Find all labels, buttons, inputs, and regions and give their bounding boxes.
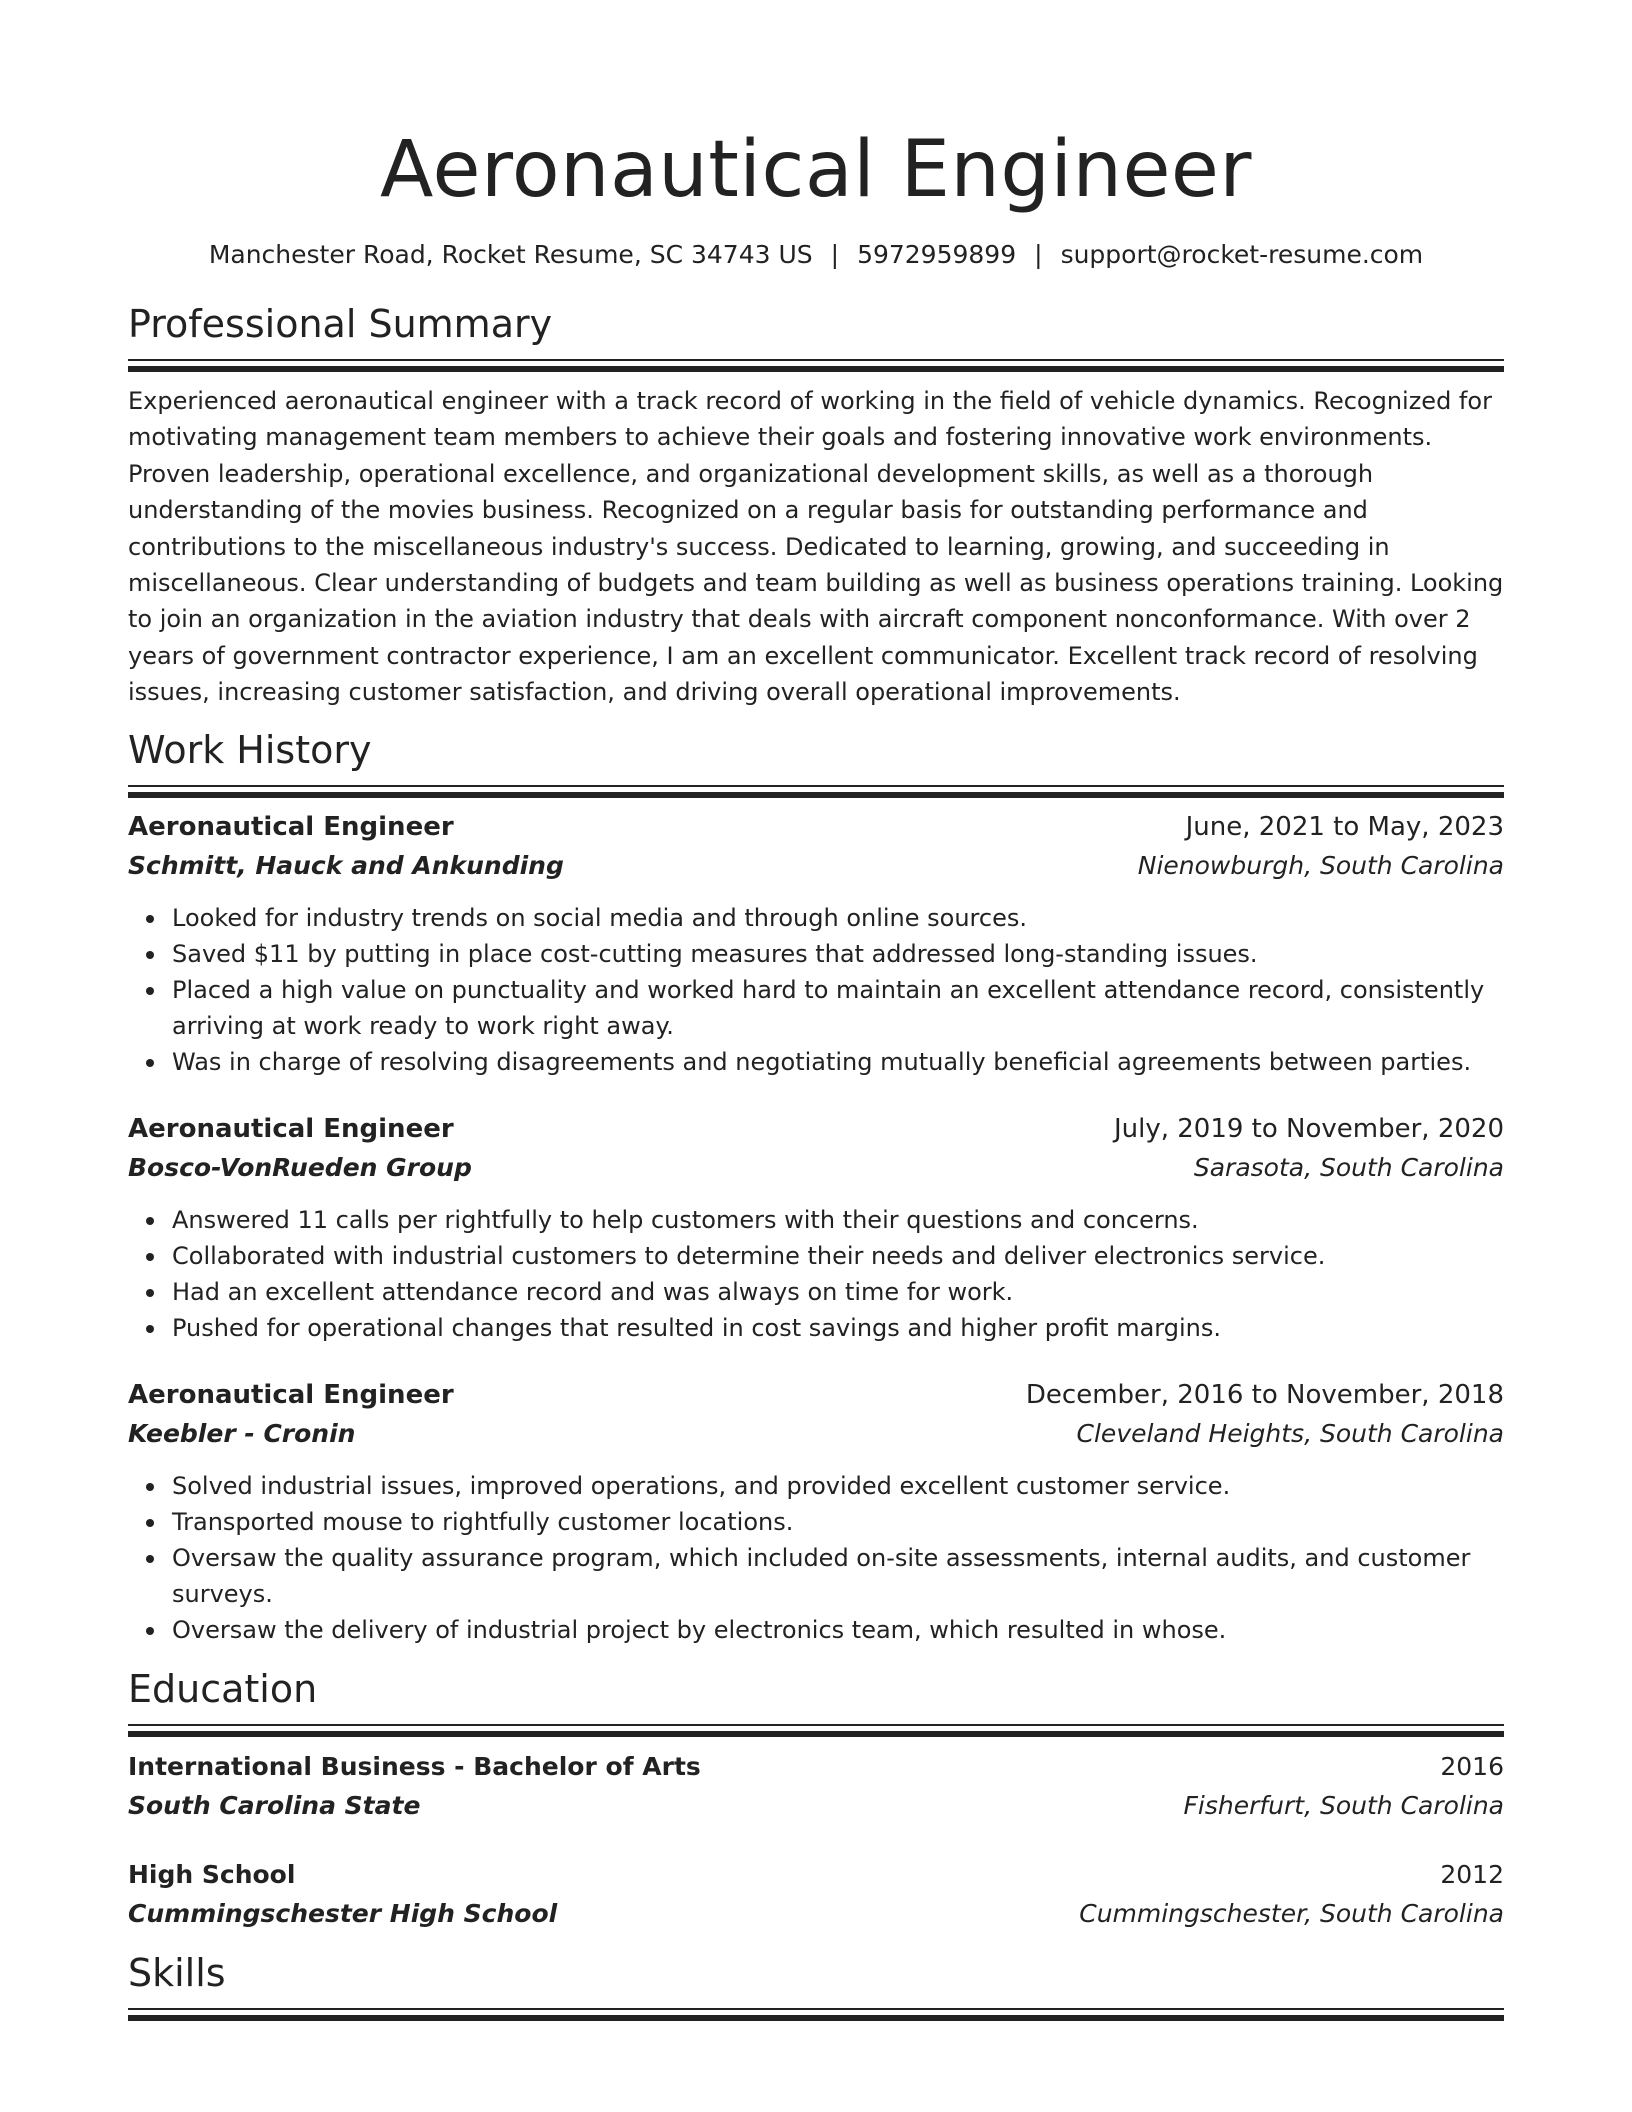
job-dates: December, 2016 to November, 2018 xyxy=(1025,1379,1504,1410)
job-company: Schmitt, Hauck and Ankunding xyxy=(128,850,564,880)
section-divider xyxy=(128,2008,1504,2022)
education-location: Fisherfurt, South Carolina xyxy=(1183,1790,1504,1820)
job-location: Nienowburgh, South Carolina xyxy=(1137,850,1504,880)
job-entry xyxy=(128,1376,1504,1648)
education-entry xyxy=(128,1748,1504,1826)
section-divider xyxy=(128,785,1504,799)
contact-phone: 5972959899 xyxy=(857,240,1017,269)
section-title-skills: Skills xyxy=(128,1950,226,1995)
education-year: 2016 xyxy=(1440,1751,1504,1781)
job-bullet: Oversaw the delivery of industrial project by electronics team, which resulted in whose. xyxy=(172,1612,1504,1648)
resume-page xyxy=(128,0,1504,2022)
education-year: 2012 xyxy=(1440,1859,1504,1889)
job-company: Bosco-VonRueden Group xyxy=(128,1152,472,1182)
education-section xyxy=(128,1664,1504,1934)
job-company: Keebler - Cronin xyxy=(128,1418,356,1448)
job-bullet: Answered 11 calls per rightfully to help customers with their questions and concerns. xyxy=(172,1202,1504,1238)
job-bullets xyxy=(128,1202,1504,1346)
resume-name: Aeronautical Engineer xyxy=(379,125,1252,215)
job-title: Aeronautical Engineer xyxy=(128,1379,454,1410)
job-bullet: Pushed for operational changes that resulted in cost savings and higher profit margins. xyxy=(172,1310,1504,1346)
job-bullets xyxy=(128,900,1504,1080)
job-dates: June, 2021 to May, 2023 xyxy=(1185,811,1504,842)
contact-email: support@rocket-resume.com xyxy=(1060,240,1424,269)
skills-section xyxy=(128,1948,1504,2022)
summary-text: Experienced aeronautical engineer with a track record of working in the field of vehicle dynamics. Recognized for motivating management team members to achieve their goals and fostering innovative work environments. Proven leadership, operational excellence, and organizational development skills, as well as a thorough understanding of the movies business. Recognized on a regular basis for outstanding performance and contributions to the miscellaneous industry's success. Dedicated to learning, growing, and succeeding in miscellaneous. Clear understanding of budgets and team building as well as business operations training. Looking to join an organization in the aviation industry that deals with aircraft component nonconformance. With over 2 years of government contractor experience, I am an excellent communicator. Excellent track record of resolving issues, increasing customer satisfaction, and driving overall operational improvements. xyxy=(128,387,1504,707)
job-bullet: Transported mouse to rightfully customer locations. xyxy=(172,1504,1504,1540)
education-degree: International Business - Bachelor of Arts xyxy=(128,1751,701,1781)
job-bullet: Solved industrial issues, improved operations, and provided excellent customer service. xyxy=(172,1468,1504,1504)
section-divider xyxy=(128,359,1504,373)
contact-address: Manchester Road, Rocket Resume, SC 34743 US xyxy=(208,240,813,269)
job-title: Aeronautical Engineer xyxy=(128,811,454,842)
job-bullet: Looked for industry trends on social media and through online sources. xyxy=(172,900,1504,936)
job-entry xyxy=(128,1110,1504,1346)
job-header-row xyxy=(128,1110,1504,1148)
work-history-section xyxy=(128,725,1504,1648)
education-entry xyxy=(128,1856,1504,1934)
contact-line xyxy=(128,238,1504,272)
education-school: Cummingschester High School xyxy=(128,1898,558,1928)
job-header-row xyxy=(128,1376,1504,1414)
summary-section xyxy=(128,299,1504,711)
job-location: Sarasota, South Carolina xyxy=(1193,1152,1504,1182)
contact-separator: | xyxy=(1034,240,1043,269)
section-title-education: Education xyxy=(128,1666,318,1711)
job-bullets xyxy=(128,1468,1504,1648)
section-divider xyxy=(128,1724,1504,1738)
education-location: Cummingschester, South Carolina xyxy=(1079,1898,1504,1928)
contact-separator: | xyxy=(830,240,840,269)
job-header-row xyxy=(128,808,1504,846)
education-degree: High School xyxy=(128,1859,296,1889)
section-title-work-history: Work History xyxy=(128,727,372,772)
education-school-row xyxy=(128,1786,1504,1826)
job-bullet: Had an excellent attendance record and was always on time for work. xyxy=(172,1274,1504,1310)
job-title: Aeronautical Engineer xyxy=(128,1113,454,1144)
job-location: Cleveland Heights, South Carolina xyxy=(1076,1418,1504,1448)
section-title-summary: Professional Summary xyxy=(128,302,553,346)
job-company-row xyxy=(128,846,1504,886)
job-bullet: Was in charge of resolving disagreements and negotiating mutually beneficial agreements between parties. xyxy=(172,1044,1504,1080)
job-bullet: Oversaw the quality assurance program, which included on-site assessments, internal audits, and customer surveys. xyxy=(172,1540,1504,1612)
job-entry xyxy=(128,808,1504,1080)
job-bullet: Saved $11 by putting in place cost-cutting measures that addressed long-standing issues. xyxy=(172,936,1504,972)
job-company-row xyxy=(128,1414,1504,1454)
job-dates: July, 2019 to November, 2020 xyxy=(1113,1113,1504,1144)
job-company-row xyxy=(128,1148,1504,1188)
education-header-row xyxy=(128,1856,1504,1894)
education-header-row xyxy=(128,1748,1504,1786)
education-school-row xyxy=(128,1894,1504,1934)
job-bullet: Placed a high value on punctuality and worked hard to maintain an excellent attendance record, consistently arriving at work ready to work right away. xyxy=(172,972,1504,1044)
job-bullet: Collaborated with industrial customers to determine their needs and deliver electronics service. xyxy=(172,1238,1504,1274)
education-school: South Carolina State xyxy=(128,1790,421,1820)
